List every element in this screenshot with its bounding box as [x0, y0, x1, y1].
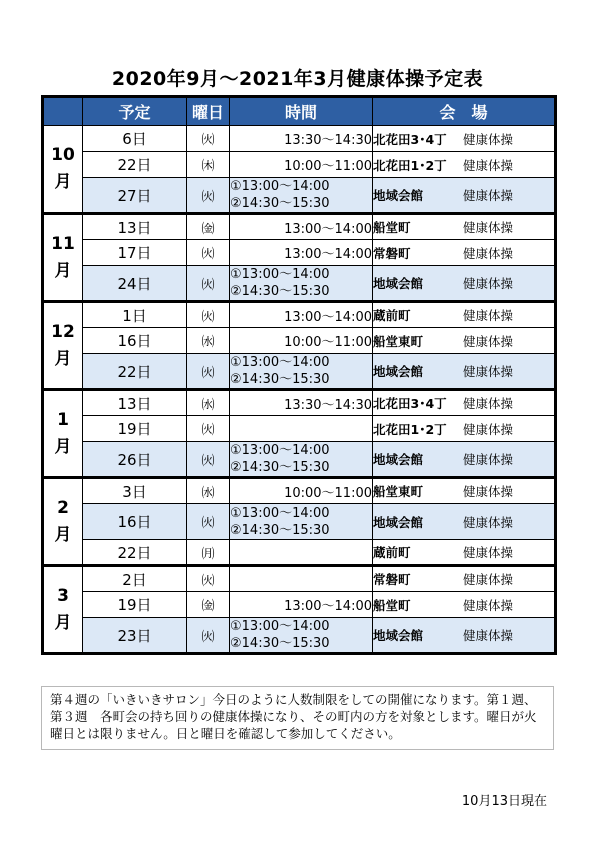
- venue-name: 船堂町: [373, 597, 411, 613]
- schedule-table: [41, 95, 557, 655]
- weekday-cell: ㈫: [187, 266, 230, 302]
- venue-cell: [373, 416, 556, 442]
- venue-name: 船堂東町: [373, 333, 424, 349]
- weekday-cell: ㈫: [187, 302, 230, 328]
- time-cell: [230, 416, 373, 442]
- venue-name: 地域会館: [373, 514, 424, 530]
- schedule-row: [43, 214, 556, 240]
- month-label: 2 月: [43, 478, 83, 566]
- venue-cell: [373, 328, 556, 354]
- venue-name: 地域会館: [373, 276, 424, 291]
- weekday-cell: ㈫: [187, 178, 230, 214]
- schedule-row: [43, 328, 556, 354]
- day-cell: 13日: [83, 214, 187, 240]
- venue-cell: [373, 592, 556, 618]
- weekday-cell: ㈬: [187, 328, 230, 354]
- month-label: 12 月: [43, 302, 83, 390]
- venue-cell: [373, 618, 556, 654]
- day-cell: 22日: [83, 540, 187, 566]
- venue-cell: [373, 152, 556, 178]
- venue-name: 船堂東町: [373, 484, 424, 499]
- day-cell: 19日: [83, 592, 187, 618]
- activity-name: 健康体操: [463, 245, 514, 261]
- time-cell: ①13:00～14:00 ②14:30～15:30: [230, 354, 373, 390]
- venue-cell: [373, 442, 556, 478]
- schedule-row: [43, 592, 556, 618]
- activity-name: 健康体操: [463, 484, 514, 499]
- time-cell: 13:30～14:30: [230, 126, 373, 152]
- venue-name: 北花田3･4丁: [373, 131, 447, 147]
- header-venue: 会 場: [373, 97, 556, 126]
- schedule-row: [43, 504, 556, 540]
- activity-name: 健康体操: [463, 628, 514, 643]
- activity-name: 健康体操: [463, 220, 514, 235]
- venue-cell: [373, 266, 556, 302]
- activity-name: 健康体操: [463, 188, 514, 203]
- day-cell: 23日: [83, 618, 187, 654]
- header-month: [43, 97, 83, 126]
- venue-name: 蔵前町: [373, 545, 411, 560]
- schedule-row: [43, 240, 556, 266]
- venue-cell: [373, 126, 556, 152]
- venue-cell: [373, 354, 556, 390]
- activity-name: 健康体操: [463, 452, 514, 467]
- venue-cell: [373, 478, 556, 504]
- schedule-row: [43, 126, 556, 152]
- weekday-cell: ㈬: [187, 478, 230, 504]
- venue-name: 北花田1･2丁: [373, 157, 447, 173]
- schedule-row: [43, 442, 556, 478]
- venue-cell: [373, 302, 556, 328]
- time-cell: 13:30～14:30: [230, 390, 373, 416]
- venue-name: 常磐町: [373, 245, 411, 261]
- day-cell: 22日: [83, 354, 187, 390]
- as-of-date: 10月13日現在: [461, 794, 547, 809]
- day-cell: 17日: [83, 240, 187, 266]
- schedule-body: [43, 126, 556, 654]
- weekday-cell: ㈫: [187, 354, 230, 390]
- venue-cell: [373, 540, 556, 566]
- time-cell: ①13:00～14:00 ②14:30～15:30: [230, 442, 373, 478]
- notice-box: 第４週の「いきいきサロン」今日のように人数制限をしての開催になります。第１週、第３週 各町会の持ち回りの健康体操になり、その町内の方を対象とします。曜日が火曜日とは限りません。日と曜日を確認して参加してください。: [41, 686, 554, 750]
- activity-name: 健康体操: [463, 421, 514, 437]
- activity-name: 健康体操: [463, 308, 514, 323]
- venue-name: 北花田1･2丁: [373, 421, 447, 437]
- venue-name: 北花田3･4丁: [373, 396, 447, 411]
- weekday-cell: ㈫: [187, 240, 230, 266]
- weekday-cell: ㈪: [187, 540, 230, 566]
- venue-name: 船堂町: [373, 220, 411, 235]
- month-label: 10 月: [43, 126, 83, 214]
- day-cell: 16日: [83, 328, 187, 354]
- activity-name: 健康体操: [463, 364, 514, 379]
- schedule-row: [43, 566, 556, 592]
- venue-name: 常磐町: [373, 572, 411, 587]
- venue-cell: [373, 240, 556, 266]
- header-plan: 予定: [83, 97, 187, 126]
- venue-cell: [373, 504, 556, 540]
- time-cell: 13:00～14:00: [230, 592, 373, 618]
- weekday-cell: ㈫: [187, 618, 230, 654]
- venue-name: 地域会館: [373, 364, 424, 379]
- day-cell: 3日: [83, 478, 187, 504]
- schedule-row: [43, 618, 556, 654]
- weekday-cell: ㈭: [187, 152, 230, 178]
- venue-cell: [373, 390, 556, 416]
- weekday-cell: ㈬: [187, 390, 230, 416]
- activity-name: 健康体操: [463, 597, 514, 613]
- day-cell: 6日: [83, 126, 187, 152]
- time-cell: 13:00～14:00: [230, 214, 373, 240]
- venue-cell: [373, 214, 556, 240]
- day-cell: 16日: [83, 504, 187, 540]
- venue-cell: [373, 178, 556, 214]
- schedule-row: [43, 416, 556, 442]
- time-cell: ①13:00～14:00 ②14:30～15:30: [230, 178, 373, 214]
- header-row: [43, 97, 556, 126]
- day-cell: 26日: [83, 442, 187, 478]
- day-cell: 13日: [83, 390, 187, 416]
- time-cell: 10:00～11:00: [230, 478, 373, 504]
- schedule-row: [43, 540, 556, 566]
- weekday-cell: ㈮: [187, 592, 230, 618]
- month-label: 11 月: [43, 214, 83, 302]
- header-weekday: 曜日: [187, 97, 230, 126]
- day-cell: 2日: [83, 566, 187, 592]
- schedule-row: [43, 390, 556, 416]
- activity-name: 健康体操: [463, 157, 514, 173]
- day-cell: 24日: [83, 266, 187, 302]
- weekday-cell: ㈫: [187, 416, 230, 442]
- time-cell: 13:00～14:00: [230, 302, 373, 328]
- activity-name: 健康体操: [463, 131, 514, 147]
- time-cell: [230, 566, 373, 592]
- venue-name: 蔵前町: [373, 308, 411, 323]
- activity-name: 健康体操: [463, 572, 514, 587]
- day-cell: 27日: [83, 178, 187, 214]
- schedule-row: [43, 266, 556, 302]
- schedule-row: [43, 152, 556, 178]
- day-cell: 1日: [83, 302, 187, 328]
- time-cell: 10:00～11:00: [230, 152, 373, 178]
- venue-name: 地域会館: [373, 452, 424, 467]
- month-label: 3 月: [43, 566, 83, 654]
- schedule-row: [43, 354, 556, 390]
- activity-name: 健康体操: [463, 276, 514, 291]
- activity-name: 健康体操: [463, 514, 514, 530]
- schedule-row: [43, 302, 556, 328]
- weekday-cell: ㈫: [187, 504, 230, 540]
- time-cell: 13:00～14:00: [230, 240, 373, 266]
- activity-name: 健康体操: [463, 333, 514, 349]
- time-cell: ①13:00～14:00 ②14:30～15:30: [230, 266, 373, 302]
- activity-name: 健康体操: [463, 396, 514, 411]
- day-cell: 19日: [83, 416, 187, 442]
- venue-name: 地域会館: [373, 188, 424, 203]
- month-label: 1 月: [43, 390, 83, 478]
- time-cell: [230, 540, 373, 566]
- day-cell: 22日: [83, 152, 187, 178]
- weekday-cell: ㈫: [187, 566, 230, 592]
- weekday-cell: ㈫: [187, 442, 230, 478]
- venue-cell: [373, 566, 556, 592]
- time-cell: ①13:00～14:00 ②14:30～15:30: [230, 618, 373, 654]
- page-title: 2020年9月～2021年3月健康体操予定表: [111, 68, 484, 90]
- time-cell: ①13:00～14:00 ②14:30～15:30: [230, 504, 373, 540]
- time-cell: 10:00～11:00: [230, 328, 373, 354]
- venue-name: 地域会館: [373, 628, 424, 643]
- header-time: 時間: [230, 97, 373, 126]
- activity-name: 健康体操: [463, 545, 514, 560]
- schedule-row: [43, 178, 556, 214]
- schedule-row: [43, 478, 556, 504]
- weekday-cell: ㈫: [187, 126, 230, 152]
- weekday-cell: ㈮: [187, 214, 230, 240]
